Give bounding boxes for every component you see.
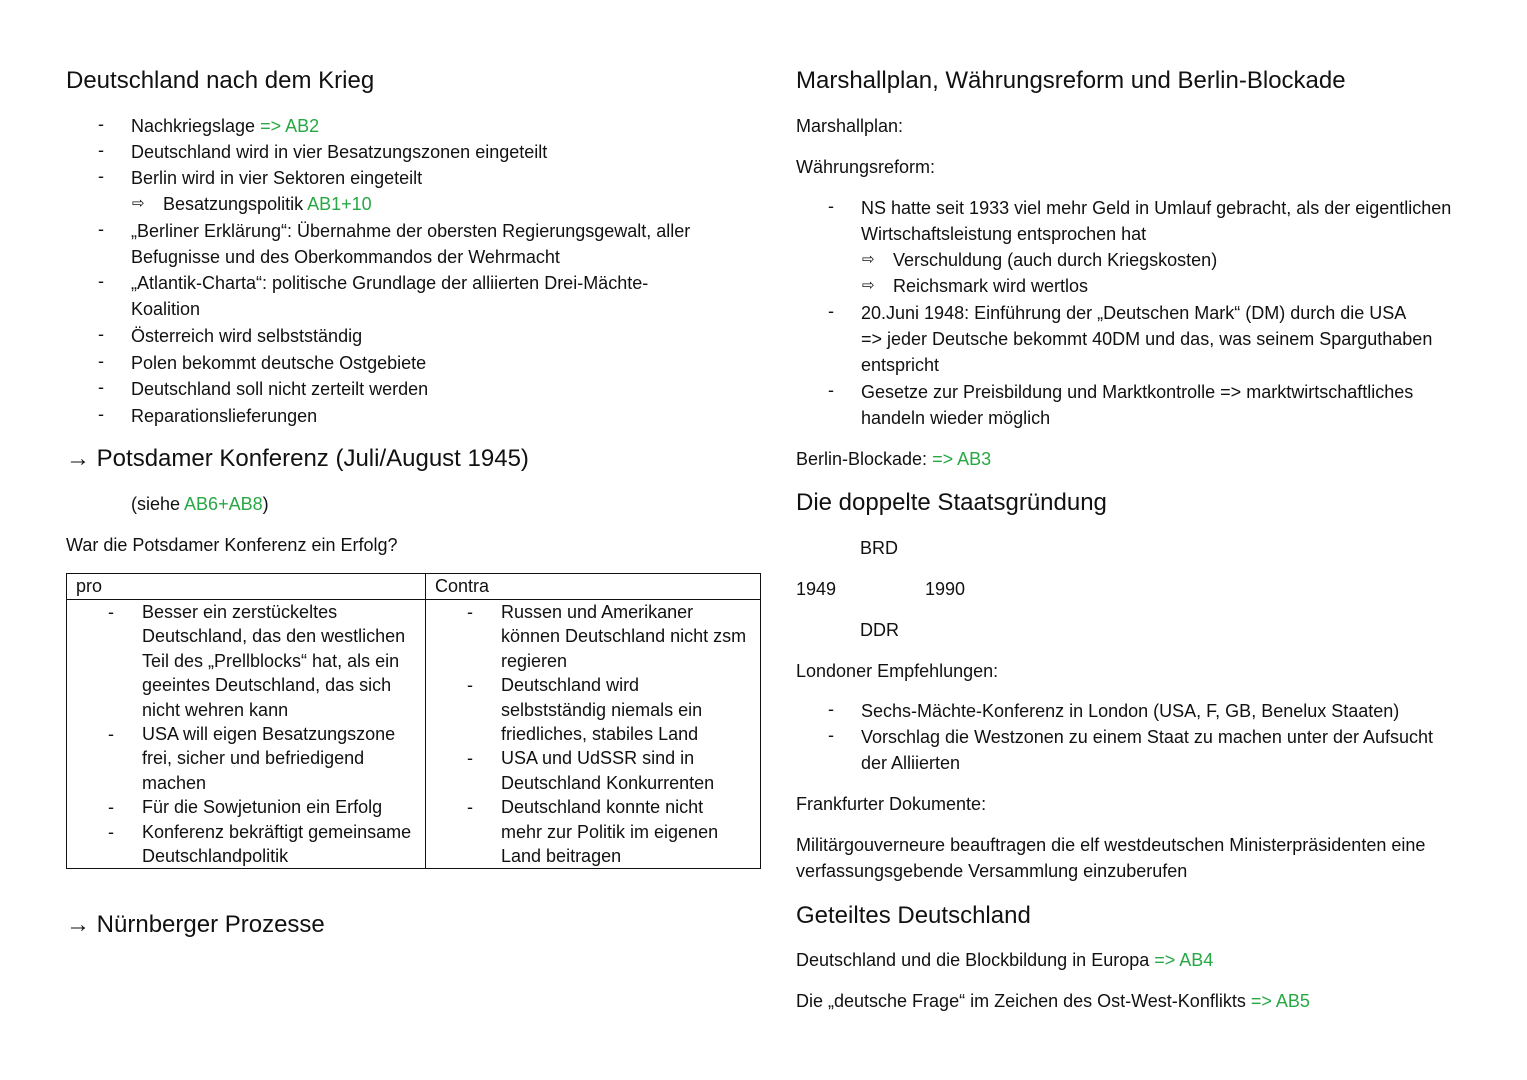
bullet-dash: - <box>467 748 473 769</box>
bullet-dash: - <box>98 377 104 397</box>
list-item-cont: => jeder Deutsche bekommt 40DM und das, was seinem Sparguthaben <box>861 329 1433 349</box>
list-subitem: Besatzungspolitik AB1+10 <box>163 194 372 214</box>
pro-line: geeintes Deutschland, das sich <box>142 675 392 696</box>
ref-link: => AB5 <box>1250 991 1310 1011</box>
contra-line: selbstständig niemals ein <box>501 699 703 720</box>
bullet-dash: - <box>98 404 104 424</box>
geteilt-line: Die „deutsche Frage“ im Zeichen des Ost-West-Konflikts => AB5 <box>796 991 1310 1011</box>
staat-heading: Die doppelte Staatsgründung <box>796 489 1107 516</box>
contra-line: USA und UdSSR sind in <box>501 748 695 769</box>
contra-header: Contra <box>426 574 761 600</box>
blockade-line: Berlin-Blockade: => AB3 <box>796 449 992 469</box>
arrow-right-icon: ⇨ <box>862 277 875 294</box>
contra-line: Deutschland konnte nicht <box>501 797 704 818</box>
list-item: Deutschland wird in vier Besatzungszonen eingeteilt <box>131 142 548 162</box>
list-item: Nachkriegslage => AB2 <box>131 116 320 136</box>
ref-link: AB6+AB8 <box>184 494 263 514</box>
pro-line: Konferenz bekräftigt gemeinsame <box>142 821 412 842</box>
frankfurt-label: Frankfurter Dokumente: <box>796 794 987 814</box>
pro-line: Deutschlandpolitik <box>142 846 289 866</box>
list-item: „Atlantik-Charta“: politische Grundlage der alliierten Drei-Mächte- <box>131 273 649 293</box>
bullet-dash: - <box>108 797 114 818</box>
pro-line: Besser ein zerstückeltes <box>142 602 338 622</box>
london-label: Londoner Empfehlungen: <box>796 661 999 681</box>
brd-label: BRD <box>860 538 899 558</box>
potsdam-heading: → Potsdamer Konferenz (Juli/August 1945) <box>66 445 529 472</box>
siehe-note: (siehe AB6+AB8) <box>131 494 269 514</box>
contra-line: Land beitragen <box>501 846 622 866</box>
bullet-dash: - <box>828 725 834 745</box>
bullet-dash: - <box>828 699 834 719</box>
bullet-dash: - <box>98 114 104 134</box>
bullet-dash: - <box>828 380 834 400</box>
list-item: „Berliner Erklärung“: Übernahme der obersten Regierungsgewalt, aller <box>131 221 691 241</box>
bullet-dash: - <box>828 196 834 216</box>
pro-line: nicht wehren kann <box>142 699 289 720</box>
list-item-cont: Koalition <box>131 299 201 319</box>
list-subitem: Reichsmark wird wertlos <box>893 276 1089 296</box>
list-item: Sechs-Mächte-Konferenz in London (USA, F, GB, Benelux Staaten) <box>861 701 1400 721</box>
contra-line: können Deutschland nicht zsm <box>501 626 747 647</box>
list-item: Vorschlag die Westzonen zu einem Staat zu machen unter der Aufsucht <box>861 727 1434 747</box>
geteilt-heading: Geteiltes Deutschland <box>796 902 1031 929</box>
bullet-dash: - <box>108 602 114 622</box>
arrow-right-icon: ⇨ <box>862 251 875 268</box>
list-item: 20.Juni 1948: Einführung der „Deutschen Mark“ (DM) durch die USA <box>861 303 1407 323</box>
list-item-cont: Wirtschaftsleistung entsprochen hat <box>861 224 1147 244</box>
arrow-right-icon: ⇨ <box>132 195 145 212</box>
pro-header: pro <box>67 574 426 600</box>
contra-line: regieren <box>501 650 568 671</box>
bullet-dash: - <box>98 166 104 186</box>
list-item: Gesetze zur Preisbildung und Marktkontrolle => marktwirtschaftliches <box>861 382 1414 402</box>
ref-link: => AB2 <box>260 116 320 136</box>
left-heading: Deutschland nach dem Krieg <box>66 67 375 94</box>
pro-line: Für die Sowjetunion ein Erfolg <box>142 797 383 818</box>
list-item-cont: der Alliierten <box>861 753 961 773</box>
pro-contra-table <box>66 573 761 869</box>
bullet-dash: - <box>98 351 104 371</box>
waehrung-label: Währungsreform: <box>796 157 936 177</box>
bullet-dash: - <box>467 675 473 696</box>
ref-link: => AB3 <box>932 449 992 469</box>
geteilt-line: Deutschland und die Blockbildung in Europa => AB4 <box>796 950 1214 970</box>
contra-cell <box>426 600 761 869</box>
ddr-label: DDR <box>860 620 899 640</box>
year-1949: 1949 <box>796 579 837 599</box>
bullet-dash: - <box>467 602 473 622</box>
contra-line: Deutschland wird <box>501 675 640 696</box>
pro-line: frei, sicher und befriedigend <box>142 748 365 769</box>
list-item: Deutschland soll nicht zerteilt werden <box>131 379 429 399</box>
list-item: Österreich wird selbstständig <box>131 326 363 346</box>
pro-line: USA will eigen Besatzungszone <box>142 724 396 744</box>
bullet-dash: - <box>467 797 473 818</box>
frankfurt-text: verfassungsgebende Versammlung einzuberufen <box>796 861 1188 881</box>
list-item: NS hatte seit 1933 viel mehr Geld in Umlauf gebracht, als der eigentlichen <box>861 198 1452 218</box>
marshall-label: Marshallplan: <box>796 116 904 136</box>
bullet-dash: - <box>108 724 114 744</box>
pro-line: Deutschland, das den westlichen <box>142 626 406 647</box>
bullet-dash: - <box>98 271 104 291</box>
contra-line: mehr zur Politik im eigenen <box>501 821 719 842</box>
list-item-cont: Befugnisse und des Oberkommandos der Wehrmacht <box>131 247 560 267</box>
pro-line: Teil des „Prellblocks“ hat, als ein <box>142 650 400 671</box>
list-item-cont: handeln wieder möglich <box>861 408 1051 428</box>
contra-line: Deutschland Konkurrenten <box>501 772 715 793</box>
pro-cell <box>67 600 426 869</box>
question: War die Potsdamer Konferenz ein Erfolg? <box>66 535 398 555</box>
bullet-dash: - <box>98 219 104 239</box>
ref-link: => AB4 <box>1154 950 1214 970</box>
ref-link: AB1+10 <box>307 194 372 214</box>
bullet-dash: - <box>108 821 114 842</box>
list-item: Polen bekommt deutsche Ostgebiete <box>131 353 427 373</box>
bullet-dash: - <box>98 324 104 344</box>
list-subitem: Verschuldung (auch durch Kriegskosten) <box>893 250 1218 270</box>
year-1990: 1990 <box>925 579 966 599</box>
list-item: Berlin wird in vier Sektoren eingeteilt <box>131 168 423 188</box>
list-item-cont: entspricht <box>861 355 940 375</box>
list-item: Reparationslieferungen <box>131 406 318 426</box>
pro-line: machen <box>142 772 207 793</box>
right-heading: Marshallplan, Währungsreform und Berlin-Blockade <box>796 67 1346 94</box>
contra-line: Russen und Amerikaner <box>501 602 694 622</box>
nuernberg-heading: → Nürnberger Prozesse <box>66 911 325 938</box>
contra-line: friedliches, stabiles Land <box>501 724 699 744</box>
bullet-dash: - <box>828 301 834 321</box>
bullet-dash: - <box>98 140 104 160</box>
frankfurt-text: Militärgouverneure beauftragen die elf westdeutschen Ministerpräsidenten eine <box>796 835 1426 855</box>
